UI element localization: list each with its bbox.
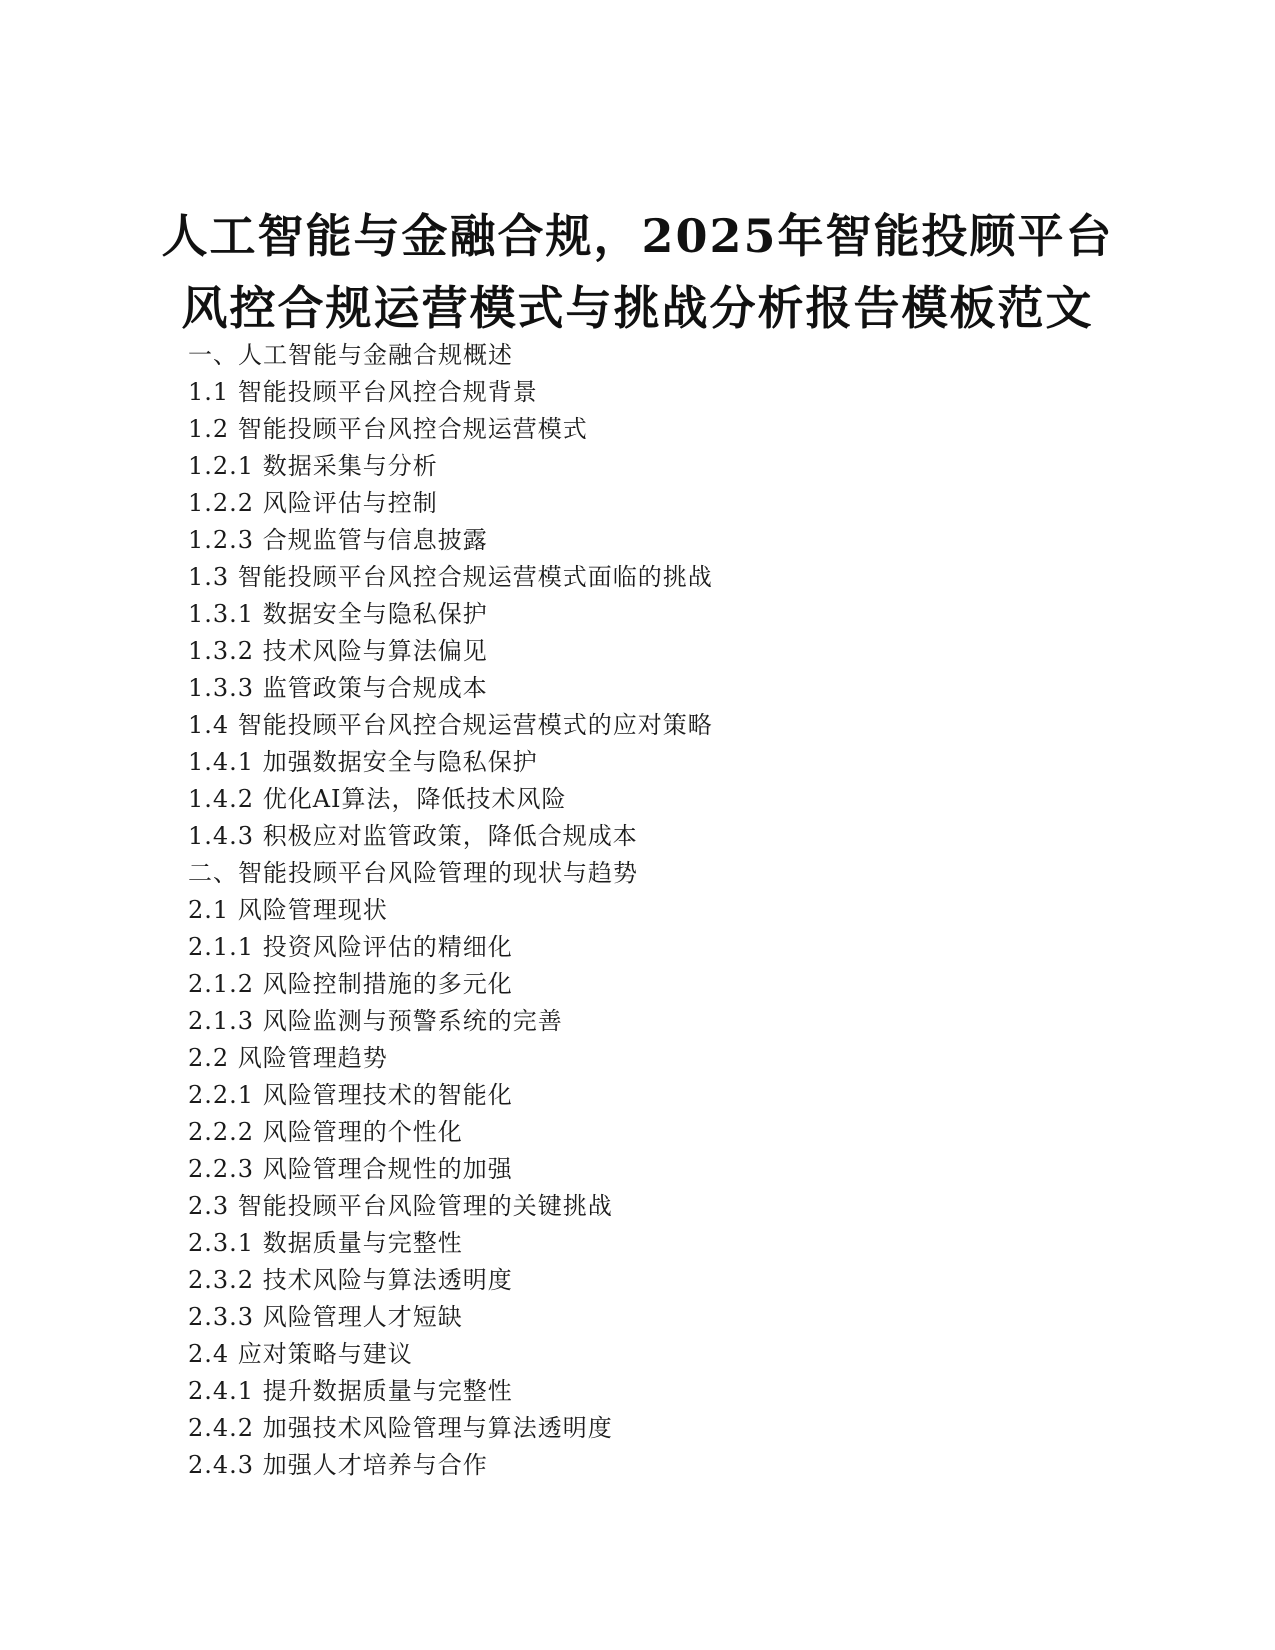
document-title xyxy=(150,200,1125,344)
toc-entry: 1.3 智能投顾平台风控合规运营模式面临的挑战 xyxy=(188,563,713,591)
toc-entry: 2.1.2 风险控制措施的多元化 xyxy=(188,970,513,998)
toc-entry: 1.4.3 积极应对监管政策，降低合规成本 xyxy=(188,822,638,850)
toc-entry: 1.2 智能投顾平台风控合规运营模式 xyxy=(188,415,588,443)
toc-entry: 2.4 应对策略与建议 xyxy=(188,1340,413,1368)
toc-entry: 2.3.1 数据质量与完整性 xyxy=(188,1229,463,1257)
toc-entry: 2.2.1 风险管理技术的智能化 xyxy=(188,1081,513,1109)
toc-entry: 2.3 智能投顾平台风险管理的关键挑战 xyxy=(188,1192,613,1220)
toc-entry: 2.3.2 技术风险与算法透明度 xyxy=(188,1266,513,1294)
title-line-2: 风控合规运营模式与挑战分析报告模板范文 xyxy=(181,281,1094,335)
toc-entry: 1.4.2 优化AI算法，降低技术风险 xyxy=(188,785,567,813)
table-of-contents xyxy=(188,337,1088,1484)
toc-entry: 2.2.3 风险管理合规性的加强 xyxy=(188,1155,513,1183)
toc-entry: 2.1 风险管理现状 xyxy=(188,896,388,924)
toc-entry: 2.4.2 加强技术风险管理与算法透明度 xyxy=(188,1414,613,1442)
toc-entry: 1.2.3 合规监管与信息披露 xyxy=(188,526,488,554)
toc-entry: 1.4.1 加强数据安全与隐私保护 xyxy=(188,748,538,776)
toc-entry: 一、人工智能与金融合规概述 xyxy=(188,341,513,369)
toc-entry: 1.3.2 技术风险与算法偏见 xyxy=(188,637,488,665)
toc-entry: 1.4 智能投顾平台风控合规运营模式的应对策略 xyxy=(188,711,713,739)
toc-entry: 2.4.3 加强人才培养与合作 xyxy=(188,1451,488,1479)
toc-entry: 1.2.2 风险评估与控制 xyxy=(188,489,438,517)
toc-entry: 2.1.3 风险监测与预警系统的完善 xyxy=(188,1007,563,1035)
toc-entry: 二、智能投顾平台风险管理的现状与趋势 xyxy=(188,859,638,887)
toc-entry: 1.3.3 监管政策与合规成本 xyxy=(188,674,488,702)
toc-entry: 2.1.1 投资风险评估的精细化 xyxy=(188,933,513,961)
toc-entry: 1.3.1 数据安全与隐私保护 xyxy=(188,600,488,628)
toc-entry: 2.4.1 提升数据质量与完整性 xyxy=(188,1377,513,1405)
toc-entry: 2.3.3 风险管理人才短缺 xyxy=(188,1303,463,1331)
toc-entry: 1.1 智能投顾平台风控合规背景 xyxy=(188,378,538,406)
toc-entry: 2.2.2 风险管理的个性化 xyxy=(188,1118,463,1146)
toc-entry: 2.2 风险管理趋势 xyxy=(188,1044,388,1072)
title-line-1: 人工智能与金融合规，2025年智能投顾平台 xyxy=(161,209,1114,263)
toc-entry: 1.2.1 数据采集与分析 xyxy=(188,452,438,480)
